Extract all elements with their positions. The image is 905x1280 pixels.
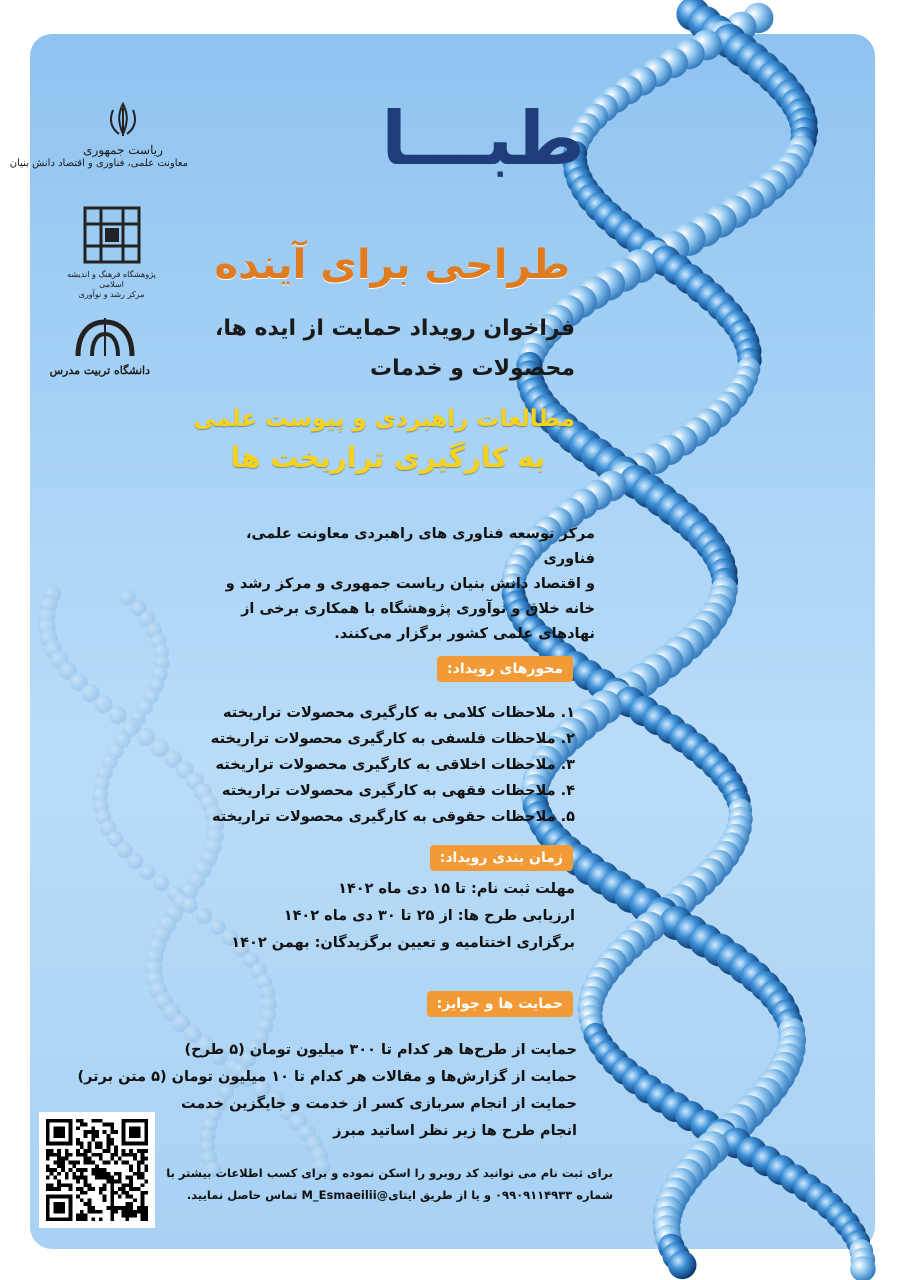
dna-bead xyxy=(140,864,156,880)
knot-pattern-icon xyxy=(81,204,143,266)
presidency-logo xyxy=(9,100,188,170)
intro-paragraph xyxy=(195,522,595,647)
headline: طراحی برای آینده xyxy=(214,242,570,288)
dna-bead xyxy=(127,853,143,869)
topics-heading: محورهای رویداد: xyxy=(437,656,573,682)
highlight-line-2: به کارگیری تراریخت ها xyxy=(230,441,545,474)
list-item: ۲. ملاحظات فلسفی به کارگیری محصولات تراریخته xyxy=(210,731,575,747)
list-item: ۱. ملاحظات کلامی به کارگیری محصولات تراریخته xyxy=(222,705,575,721)
list-item: ۴. ملاحظات فقهی به کارگیری محصولات تراریخته xyxy=(221,783,575,799)
list-item: حمایت از انجام سربازی کسر از خدمت و جایگزین خدمت xyxy=(180,1096,577,1112)
presidency-title: ریاست جمهوری xyxy=(83,143,163,157)
list-item: ۵. ملاحظات حقوقی به کارگیری محصولات تراریخته xyxy=(211,809,575,825)
list-item: برگزاری اختتامیه و تعیین برگزیدگان: بهمن ۱۴۰۲ xyxy=(231,935,575,951)
university-name: دانشگاه تربیت مدرس xyxy=(49,364,150,377)
poster xyxy=(9,34,875,1249)
institute-subtitle: مرکز رشد و نوآوری xyxy=(78,290,145,299)
awards-heading: حمایت ها و جوایز: xyxy=(427,991,573,1017)
university-logo xyxy=(49,316,150,377)
subtitle-line-1: فراخوان رویداد حمایت از ایده ها، xyxy=(214,316,575,341)
presidency-subtitle: معاونت علمی، فناوری و اقتصاد دانش بنیان xyxy=(9,158,188,169)
schedule-heading: زمان بندی رویداد: xyxy=(430,845,573,871)
institute-logo xyxy=(64,204,159,300)
brand-title: طبـــا xyxy=(381,96,585,182)
dna-bead xyxy=(109,706,127,724)
list-item: ۳. ملاحظات اخلاقی به کارگیری محصولات تراریخته xyxy=(215,757,575,773)
dna-bead xyxy=(668,1251,696,1279)
contact-info xyxy=(133,1162,613,1206)
intro-line: نهادهای علمی کشور برگزار می‌کنند. xyxy=(334,626,595,642)
list-item: انجام طرح ها زیر نظر اساتید مبرز xyxy=(333,1123,577,1139)
dna-bead xyxy=(95,695,113,713)
list-item: مهلت ثبت نام: تا ۱۵ دی ماه ۱۴۰۲ xyxy=(338,881,575,897)
qr-code[interactable] xyxy=(39,1112,155,1228)
list-item: ارزیابی طرح ها: از ۲۵ تا ۳۰ دی ماه ۱۴۰۲ xyxy=(283,908,575,924)
schedule-list xyxy=(155,876,575,957)
intro-line: خانه خلاق و نوآوری پژوهشگاه با همکاری برخی از xyxy=(241,601,595,617)
institute-title: پژوهشگاه فرهنگ و اندیشه اسلامی xyxy=(67,270,156,289)
intro-line: مرکز توسعه فناوری های راهبردی معاونت علمی، فناوری xyxy=(246,526,595,567)
contact-line-1: برای ثبت نام می توانید کد روبرو را اسکن نموده و برای کسب اطلاعات بیشتر با xyxy=(166,1166,613,1180)
emblem-icon xyxy=(103,100,143,140)
list-item: حمایت از طرح‌ها هر کدام تا ۳۰۰ میلیون تومان (۵ طرح) xyxy=(184,1042,577,1058)
contact-line-2: شماره ۰۹۹۰۹۱۱۴۹۳۳ و یا از طریق ایتای@M_Esmaeilii تماس حاصل نمایید. xyxy=(186,1188,613,1202)
intro-line: و اقتصاد دانش بنیان ریاست جمهوری و مرکز رشد و xyxy=(225,576,595,592)
list-item: حمایت از گزارش‌ها و مقالات هر کدام تا ۱۰ میلیون تومان (۵ متن برتر) xyxy=(77,1069,577,1085)
highlight-line-1: مطالعات راهبردی و پیوست علمی xyxy=(193,406,575,432)
subtitle-line-2: محصولات و خدمات xyxy=(370,356,575,381)
topics-list xyxy=(155,700,575,830)
university-emblem-icon xyxy=(70,316,140,360)
